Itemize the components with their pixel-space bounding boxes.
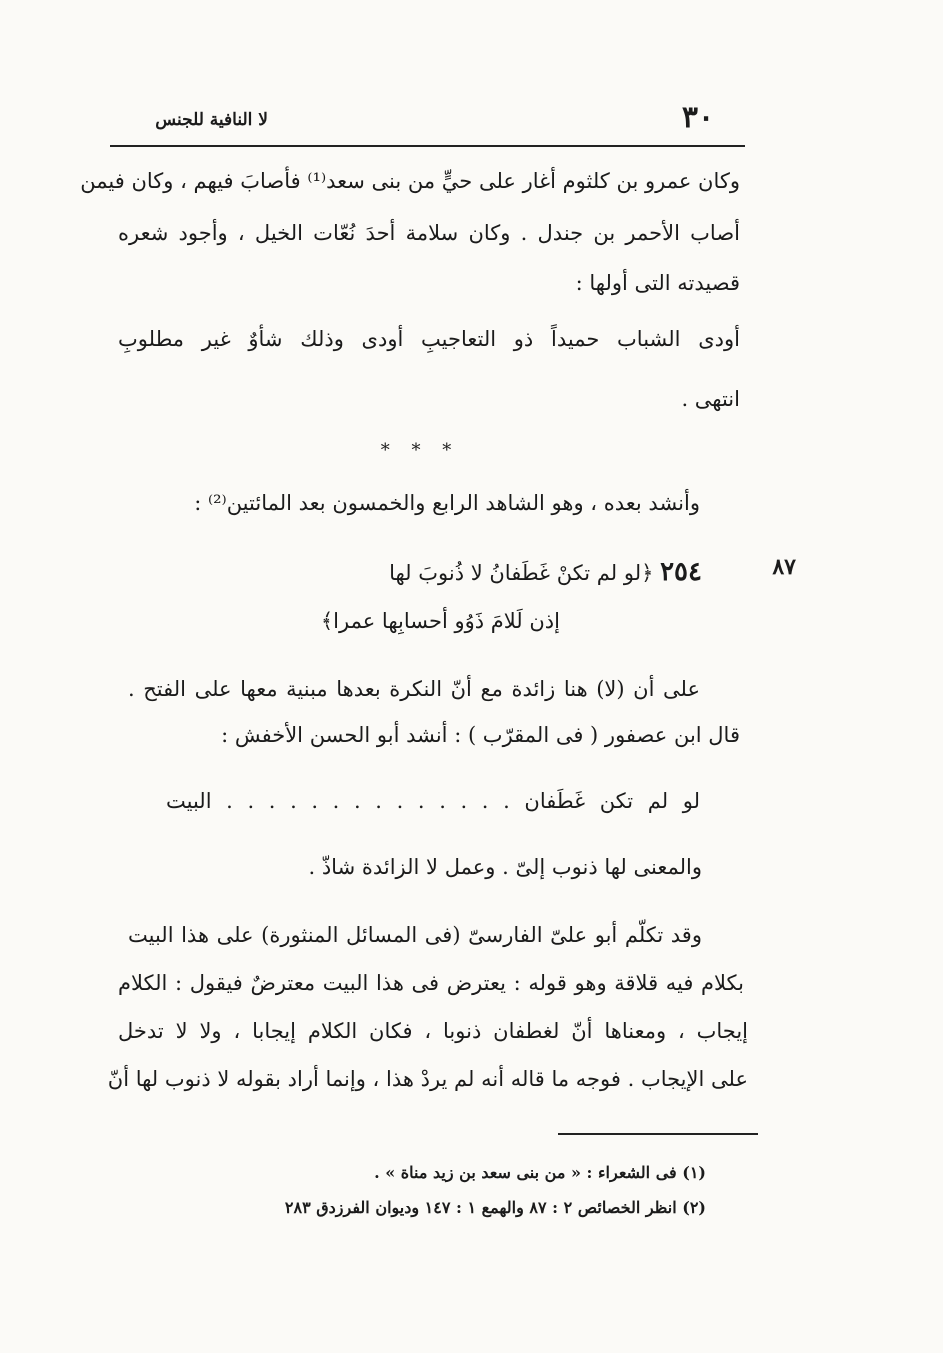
section-separator: * * * (380, 440, 460, 461)
margin-number: ٨٧ (772, 554, 796, 580)
verse1-end: انتهى . (681, 387, 740, 411)
paragraph3-line4: على الإيجاب . فوجه ما قاله أنه لم يردْ هذا ، وإنما أراد بقوله لا ذنوب لها أنّ (107, 1067, 748, 1091)
paragraph2-line1: على أن (لا) هنا زائدة مع أنّ النكرة بعدها مبنية معها على الفتح . (128, 677, 700, 701)
footnote-rule (558, 1133, 758, 1135)
verse-number: ٢٥٤ (660, 557, 702, 587)
paragraph1-line2: أصاب الأحمر بن جندل . وكان سلامة أحدَ نُعّات الخيل ، وأجود شعره (118, 221, 740, 245)
paragraph2-line2: قال ابن عصفور ( فى المقرّب ) : أنشد أبو الحسن الأخفش : (221, 723, 740, 747)
paragraph3-line3: إيجاب ، ومعناها أنّ لغطفان ذنوبا ، فكان الكلام إيجابا ، ولا لا تدخل (118, 1019, 748, 1043)
verse2-hemistich2: إذن لَلامَ ذَوُو أحسابِها عمرا﴾ (320, 609, 560, 633)
page-number: ٣٠ (681, 100, 715, 135)
header-rule (110, 145, 745, 147)
footnote-2: (٢) انظر الخصائص ٢ : ٨٧ والهمع ١ : ١٤٧ وديوان الفرزدق ٢٨٣ (284, 1198, 706, 1217)
paragraph1-line3: قصيدته التى أولها : (575, 271, 740, 295)
quote-line: لو لم تكن غَطَفان . . . . . . . . . . . . . . البيت (166, 789, 700, 813)
verse2-hemistich1 (290, 556, 702, 590)
paragraph3-line1: وقد تكلّم أبو علىّ الفارسىّ (فى المسائل المنثورة) على هذا البيت (128, 923, 702, 947)
running-title: لا النافية للجنس (155, 110, 268, 130)
paragraph1-line1: وكان عمرو بن كلثوم أغار على حيٍّ من بنى سعد⁽¹⁾ فأصابَ فيهم ، وكان فيمن (80, 169, 740, 193)
meaning-line: والمعنى لها ذنوب إلىّ . وعمل لا الزائدة شاذّ . (308, 855, 702, 879)
verse2-text1: ﴿لو لم تكنْ غَطَفانُ لا ذُنوبَ لها (389, 561, 654, 585)
verse1-line: أودى الشباب حميداً ذو التعاجيبِ أودى وذلك شأوٌ غير مطلوبِ (118, 327, 740, 351)
footnote-1: (١) فى الشعراء : « من بنى سعد بن زيد مناة » . (374, 1163, 706, 1182)
intro-line: وأنشد بعده ، وهو الشاهد الرابع والخمسون بعد المائتين⁽²⁾ : (194, 491, 700, 515)
paragraph3-line2: بكلام فيه قلاقة وهو قوله : يعترض فى هذا البيت معترضٌ فيقول : الكلام (118, 971, 744, 995)
